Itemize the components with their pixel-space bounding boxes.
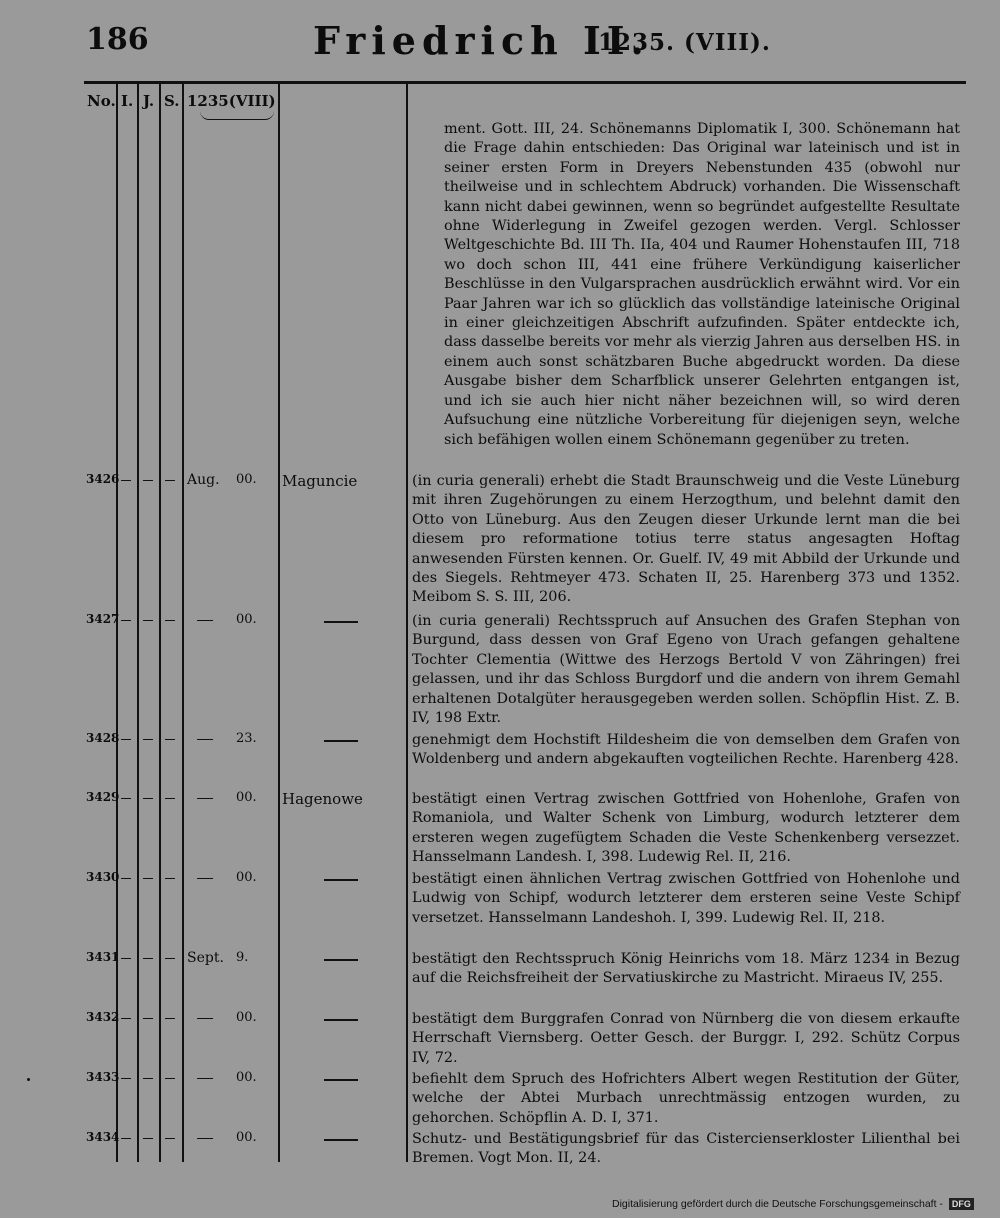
entry-month: Sept. xyxy=(187,950,224,966)
column-rule xyxy=(406,82,408,1162)
column-header-j: J. xyxy=(143,92,155,110)
month-ditto-dash xyxy=(197,1018,213,1019)
dash xyxy=(165,739,175,740)
column-header-no: No. xyxy=(87,92,116,110)
entry-number: 3426 xyxy=(86,472,120,486)
column-rule xyxy=(182,82,184,1162)
entry-month: Aug. xyxy=(187,472,220,488)
entry-number: 3427 xyxy=(86,612,120,626)
month-ditto-dash xyxy=(197,1078,213,1079)
place-ditto-dash xyxy=(324,1019,358,1021)
entry-day: 23. xyxy=(236,731,257,746)
month-ditto-dash xyxy=(197,739,213,740)
dash xyxy=(143,620,153,621)
place-ditto-dash xyxy=(324,959,358,961)
entry-text: Schutz- und Bestätigungsbrief für das Cistercienserkloster Lilienthal bei Bremen. Vogt Mon. II, 24. xyxy=(412,1131,960,1167)
dash xyxy=(121,798,131,799)
entry-day: 00. xyxy=(236,1010,257,1025)
entry-number: 3429 xyxy=(86,790,120,804)
month-ditto-dash xyxy=(197,1138,213,1139)
dash xyxy=(121,480,131,481)
dash xyxy=(165,480,175,481)
column-rule xyxy=(278,82,280,1162)
entry-number: 3432 xyxy=(86,1010,120,1024)
entry-text: bestätigt einen Vertrag zwischen Gottfried von Hohenlohe, Grafen von Romaniola, und Walter Schenk von Limburg, wodurch letzterer dem ersteren wegen zugefügtem Schaden die Veste Schenkenberg versezzet. Hansselmann Landesh. I, 398. Ludewig Rel. II, 216. xyxy=(412,791,960,866)
entry-day: 00. xyxy=(236,612,257,627)
place-ditto-dash xyxy=(324,1139,358,1141)
running-head-year: 1235. (VIII). xyxy=(598,29,771,56)
page-number: 186 xyxy=(86,22,149,57)
dash xyxy=(165,1078,175,1079)
entry-text: bestätigt den Rechtsspruch König Heinrichs vom 18. März 1234 in Bezug auf die Reichsfreiheit der Servatiuskirche zu Mastricht. Miraeus IV, 255. xyxy=(412,951,960,987)
place-ditto-dash xyxy=(324,879,358,881)
dash xyxy=(165,1018,175,1019)
dash xyxy=(143,958,153,959)
dash xyxy=(143,878,153,879)
entry-text: befiehlt dem Spruch des Hofrichters Albert wegen Restitution der Güter, welche der Abtei Murbach unrechtmässig entzogen wurden, zu gehorchen. Schöpflin A. D. I, 371. xyxy=(412,1071,960,1126)
entry-number: 3430 xyxy=(86,870,120,884)
entry-number: 3433 xyxy=(86,1070,120,1084)
column-header-year: 1235(VIII) xyxy=(187,92,276,110)
entry-number: 3434 xyxy=(86,1130,120,1144)
entry-text: bestätigt dem Burggrafen Conrad von Nürnberg die von diesem erkaufte Herrschaft Viernsberg. Oetter Gesch. der Burggr. I, 292. Schütz Corpus IV, 72. xyxy=(412,1011,960,1066)
column-rule xyxy=(159,82,161,1162)
entry-text: (in curia generali) Rechtsspruch auf Ansuchen des Grafen Stephan von Burgund, dass dessen von Graf Egeno von Urach gefangen gehaltene Tochter Clementia (Wittwe des Herzogs Bertold V von Zähringen) frei gelassen, und ihr das Schloss Burgdorf und die andern von ihrem Gemahl erhaltenen Dotalgüter herausgegeben werden sollen. Schöpflin Hist. Z. B. IV, 198 Extr. xyxy=(412,613,960,727)
dash xyxy=(121,1138,131,1139)
entry-day: 00. xyxy=(236,1070,257,1085)
place-ditto-dash xyxy=(324,740,358,742)
entry-text: (in curia generali) erhebt die Stadt Braunschweig und die Veste Lüneburg mit ihren Zugehörungen zu einem Herzogthum, und belehnt damit den Otto von Lüneburg. Aus den Zeugen dieser Urkunde lernt man die bei diesem pro reformatione totius terre status angesagten Hoftag anwesenden Fürsten kennen. Or. Guelf. IV, 49 mit Abbild der Urkunde und des Siegels. Rehtmeyer 473. Schaten II, 25. Harenberg 373 und 1352. Meibom S. S. III, 206. xyxy=(412,473,960,606)
month-ditto-dash xyxy=(197,798,213,799)
dash xyxy=(121,1018,131,1019)
intro-paragraph: ment. Gott. III, 24. Schönemanns Diplomatik I, 300. Schönemann hat die Frage dahin entschieden: Das Original war lateinisch und ist in seiner ersten Form in Dreyers Nebenstunden 435 (obwohl nur theilweise und in schlechtem Abdruck) vorhanden. Die Wissenschaft kann nicht dabei gewinnen, wenn so begründet aufgestellte Resultate ohne Widerlegung in Zweifel gezogen werden. Vergl. Schlosser Weltgeschichte Bd. III Th. IIa, 404 und Raumer Hohenstaufen III, 718 wo doch schon III, 441 eine frühere Verkündigung kaiserlicher Beschlüsse in den Vulgarsprachen ausdrücklich erwähnt wird. Vor ein Paar Jahren war ich so glücklich das vollständige lateinische Original in einer gleichzeitigen Abschrift aufzufinden. Später entdeckte ich, dass dasselbe bereits vor mehr als vierzig Jahren aus derselben HS. in einem auch sonst schätzbaren Buche abgedruckt worden. Da diese Ausgabe bisher dem Scharfblick unserer Gelehrten entgangen ist, und ich sie auch hier nicht näher bezeichnen will, so wird deren Aufsuchung eine nützliche Vorbereitung für diejenigen seyn, welche sich befähigen wollen einem Schönemann gegenüber zu treten. xyxy=(444,121,960,448)
place-ditto-dash xyxy=(324,1079,358,1081)
dash xyxy=(121,1078,131,1079)
entry-day: 00. xyxy=(236,1130,257,1145)
month-ditto-dash xyxy=(197,878,213,879)
place-ditto-dash xyxy=(324,621,358,623)
entry-text: genehmigt dem Hochstift Hildesheim die von demselben dem Grafen von Woldenberg und andern abgekauften vogteilichen Rechte. Harenberg 428. xyxy=(412,732,960,768)
footer-credit: Digitalisierung gefördert durch die Deutsche Forschungsgemeinschaft - xyxy=(612,1198,943,1210)
entry-day: 9. xyxy=(236,950,249,965)
dash xyxy=(165,878,175,879)
entry-number: 3428 xyxy=(86,731,120,745)
entry-day: 00. xyxy=(236,472,257,487)
column-rule xyxy=(137,82,139,1162)
dash xyxy=(121,958,131,959)
dash xyxy=(165,1138,175,1139)
dash xyxy=(121,739,131,740)
running-head-name: Friedrich II. xyxy=(313,18,650,63)
dfg-logo: DFG xyxy=(949,1198,974,1210)
dash xyxy=(143,798,153,799)
dash xyxy=(121,620,131,621)
footer xyxy=(612,1198,974,1210)
dash xyxy=(121,878,131,879)
dash xyxy=(165,958,175,959)
entry-place: Hagenowe xyxy=(282,790,363,808)
dash xyxy=(165,620,175,621)
entry-day: 00. xyxy=(236,870,257,885)
column-header-i: I. xyxy=(121,92,134,110)
entry-text: bestätigt einen ähnlichen Vertrag zwischen Gottfried von Hohenlohe und Ludwig von Schipf, wodurch letzterer dem ersteren seine Veste Schipf versetzet. Hansselmann Landeshoh. I, 399. Ludewig Rel. II, 218. xyxy=(412,871,960,926)
column-header-s: S. xyxy=(164,92,180,110)
year-brace xyxy=(200,111,274,120)
entry-place: Maguncie xyxy=(282,472,358,490)
dash xyxy=(165,798,175,799)
month-ditto-dash xyxy=(197,620,213,621)
entry-day: 00. xyxy=(236,790,257,805)
header-rule xyxy=(84,81,966,84)
dash xyxy=(143,480,153,481)
dash xyxy=(143,1078,153,1079)
dash xyxy=(143,1138,153,1139)
entry-number: 3431 xyxy=(86,950,120,964)
dash xyxy=(143,1018,153,1019)
dash xyxy=(143,739,153,740)
scan-speck xyxy=(27,1078,30,1081)
